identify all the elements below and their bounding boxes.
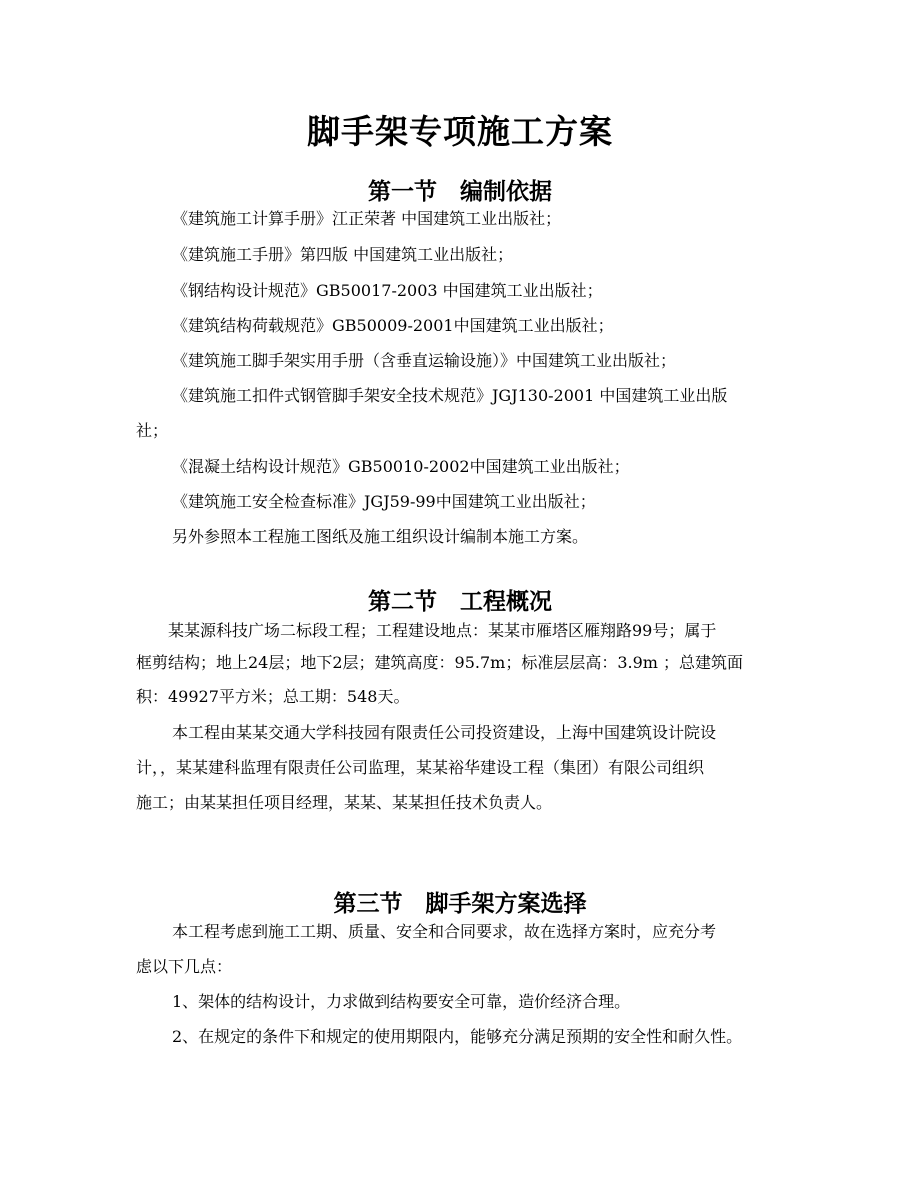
reference-item-continuation: 社；: [136, 421, 169, 440]
reference-item: 《建筑施工手册》第四版 中国建筑工业出版社；: [172, 245, 514, 264]
paragraph-line: 虑以下几点：: [136, 957, 233, 976]
reference-note: 另外参照本工程施工图纸及施工组织设计编制本施工方案。: [172, 527, 589, 546]
paragraph-line: 本工程由某某交通大学科技园有限责任公司投资建设，上海中国建筑设计院设: [172, 723, 717, 742]
reference-item: 《钢结构设计规范》GB50017-2003 中国建筑工业出版社；: [172, 281, 603, 300]
reference-item: 《混凝土结构设计规范》GB50010-2002中国建筑工业出版社；: [172, 457, 630, 476]
paragraph-line: 框剪结构；地上24层；地下2层；建筑高度：95.7m；标准层层高：3.9m ；总建筑面: [136, 653, 744, 672]
section-heading-1: 第一节 编制依据: [368, 178, 552, 205]
section-heading-3: 第三节 脚手架方案选择: [333, 890, 587, 917]
section-heading-2: 第二节 工程概况: [368, 588, 552, 615]
paragraph-line: 施工；由某某担任项目经理，某某、某某担任技术负责人。: [136, 793, 553, 812]
paragraph-line: 本工程考虑到施工工期、质量、安全和合同要求，故在选择方案时，应充分考: [172, 922, 717, 941]
reference-item: 《建筑结构荷载规范》GB50009-2001中国建筑工业出版社；: [172, 316, 614, 335]
reference-item: 《建筑施工扣件式钢管脚手架安全技术规范》JGJ130-2001 中国建筑工业出版: [172, 386, 728, 405]
paragraph-line: 某某源科技广场二标段工程；工程建设地点：某某市雁塔区雁翔路99号；属于: [168, 621, 717, 640]
reference-item: 《建筑施工脚手架实用手册（含垂直运输设施）》中国建筑工业出版社；: [172, 351, 677, 370]
reference-item: 《建筑施工计算手册》江正荣著 中国建筑工业出版社；: [172, 209, 562, 228]
reference-item: 《建筑施工安全检查标准》JGJ59-99中国建筑工业出版社；: [172, 492, 596, 511]
document-title: 脚手架专项施工方案: [307, 112, 613, 151]
paragraph-line: 积：49927平方米；总工期：548天。: [136, 687, 410, 706]
list-item: 1、架体的结构设计，力求做到结构要安全可靠，造价经济合理。: [172, 992, 631, 1011]
paragraph-line: 计，，某某建科监理有限责任公司监理，某某裕华建设工程（集团）有限公司组织: [136, 758, 705, 777]
list-item: 2、在规定的条件下和规定的使用期限内，能够充分满足预期的安全性和耐久性。: [172, 1027, 743, 1046]
